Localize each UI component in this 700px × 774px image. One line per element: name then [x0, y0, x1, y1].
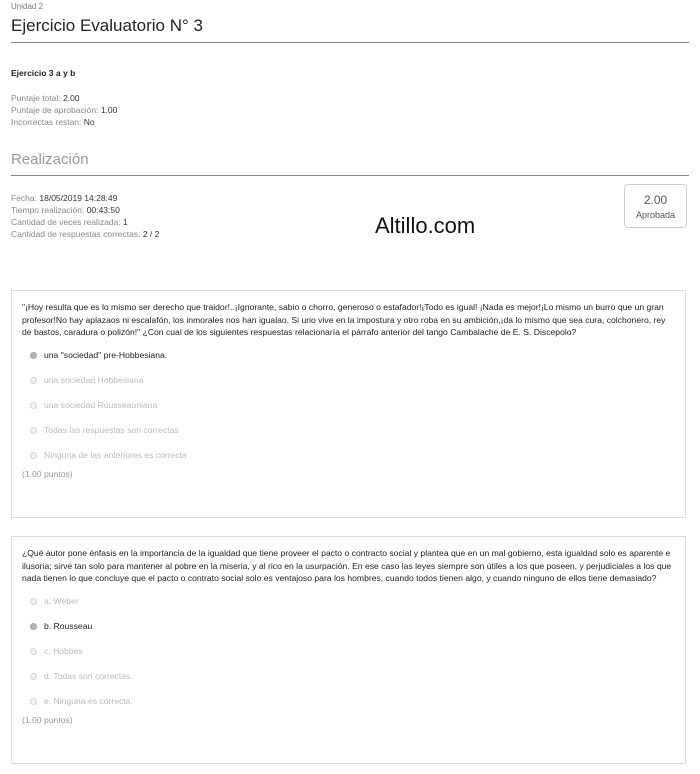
correct-row: [11, 228, 159, 240]
pass-score-row: [11, 104, 117, 116]
option-item[interactable]: [22, 669, 675, 694]
wrong-label: Incorrectas restan:: [11, 117, 82, 127]
total-score-label: Puntaje total:: [11, 93, 61, 103]
option-label: d. Todas son correctas.: [44, 670, 133, 681]
status-badge: Aprobada: [635, 210, 676, 220]
time-row: [11, 204, 159, 216]
watermark: Altillo.com: [375, 213, 476, 238]
pass-score-label: Puntaje de aprobación:: [11, 105, 99, 115]
option-list: [22, 594, 675, 719]
option-item[interactable]: [22, 348, 675, 373]
unit-label: Unidad 2: [11, 2, 44, 11]
exercise-name: Ejercicio 3 a y b: [11, 68, 76, 78]
score-value: 2.00: [643, 193, 668, 207]
title-divider: [11, 42, 689, 43]
wrong-value: No: [83, 117, 95, 127]
option-label: c. Hobbes: [44, 645, 83, 656]
date-row: [11, 192, 159, 204]
wrong-row: [11, 116, 117, 128]
attempt-meta: [11, 192, 159, 240]
pass-score-value: 1.00: [100, 105, 118, 115]
question-text: ¿Qué autor pone énfasis en la importancia de la igualdad que tiene proveer el pacto o contracto social y plantea que en un mal gobierno, esta igualdad solo es aparente e ilusoria; sirve tan solo para mantener al pobre en la miseria, y al rico en la usurpación. En ese caso las leyes siempre son útiles a los que poseen, y perjudiciales a los que nada tienen lo que concluye que el pacto o contrato social solo es ventajoso para los hombres, cuando todos tienen algo, y cuando ninguno de ellos tiene demasiado?: [22, 548, 672, 583]
question-points: (1.00 puntos): [22, 714, 73, 725]
option-label: una "sociedad" pre-Hobbesiana.: [44, 349, 168, 360]
radio-icon[interactable]: [30, 698, 37, 705]
section-divider: [11, 175, 689, 176]
option-item[interactable]: [22, 619, 675, 644]
section-title: Realización: [11, 151, 89, 168]
radio-selected-icon[interactable]: [30, 352, 37, 359]
times-label: Cantidad de veces realizada:: [11, 217, 121, 227]
option-item[interactable]: [22, 644, 675, 669]
radio-icon[interactable]: [30, 673, 37, 680]
option-label: una sociedad Rousseauniana: [44, 399, 158, 410]
option-label: Ninguna de las anteriores es correcta: [44, 449, 187, 460]
correct-label: Cantidad de respuestas correctas:: [11, 229, 141, 239]
radio-icon[interactable]: [30, 648, 37, 655]
option-item[interactable]: [22, 694, 675, 719]
question-points: (1.00 puntos): [22, 468, 73, 479]
time-label: Tiempo realización:: [11, 205, 85, 215]
option-item[interactable]: [22, 423, 675, 448]
radio-icon[interactable]: [30, 427, 37, 434]
total-score-value: 2.00: [63, 93, 80, 103]
option-item[interactable]: [22, 594, 675, 619]
times-row: [11, 216, 159, 228]
option-label: e. Ninguna es correcta.: [44, 695, 133, 706]
option-item[interactable]: [22, 448, 675, 473]
times-value: 1: [123, 217, 128, 227]
option-label: una sociedad Hobbesiana: [44, 374, 144, 385]
option-item[interactable]: [22, 373, 675, 398]
option-list: [22, 348, 675, 473]
radio-selected-icon[interactable]: [30, 623, 37, 630]
page-title: Ejercicio Evaluatorio N° 3: [11, 16, 203, 35]
score-box: [624, 184, 687, 228]
total-score-row: [11, 92, 117, 104]
option-label: b. Rousseau: [44, 620, 93, 631]
time-value: 00:43:50: [86, 205, 120, 215]
radio-icon[interactable]: [30, 377, 37, 384]
option-item[interactable]: [22, 398, 675, 423]
radio-icon[interactable]: [30, 402, 37, 409]
option-label: Todas las respuestas son correctas: [44, 424, 179, 435]
question-card-1: [11, 290, 686, 518]
option-label: a. Weber: [44, 595, 79, 606]
radio-icon[interactable]: [30, 598, 37, 605]
question-text: "¡Hoy resulta que es lo mismo ser derecho que traidor!..¡Ignorante, sabio o chorro, generoso o estafador!¡Todo es igual! ¡Nada es mejor!¡Lo mismo un burro que un gran profesor!No hay aplazaos ni escalafón, los inmorales nos han igualao. Si uno vive en la impostura y otro roba en su ambición,¡da lo mismo que sea cura, colchonero, rey de bastos, caradura o polizón!" ¿Con cual de los siguientes respuestas relacionaría el párrafo anterior del tango Cambalache de E. S. Discepolo?: [22, 302, 666, 337]
question-card-2: [11, 536, 686, 764]
exercise-meta: [11, 92, 117, 128]
date-label: Fecha:: [11, 193, 37, 203]
radio-icon[interactable]: [30, 452, 37, 459]
date-value: 18/05/2019 14:28:49: [39, 193, 118, 203]
correct-value: 2 / 2: [142, 229, 160, 239]
